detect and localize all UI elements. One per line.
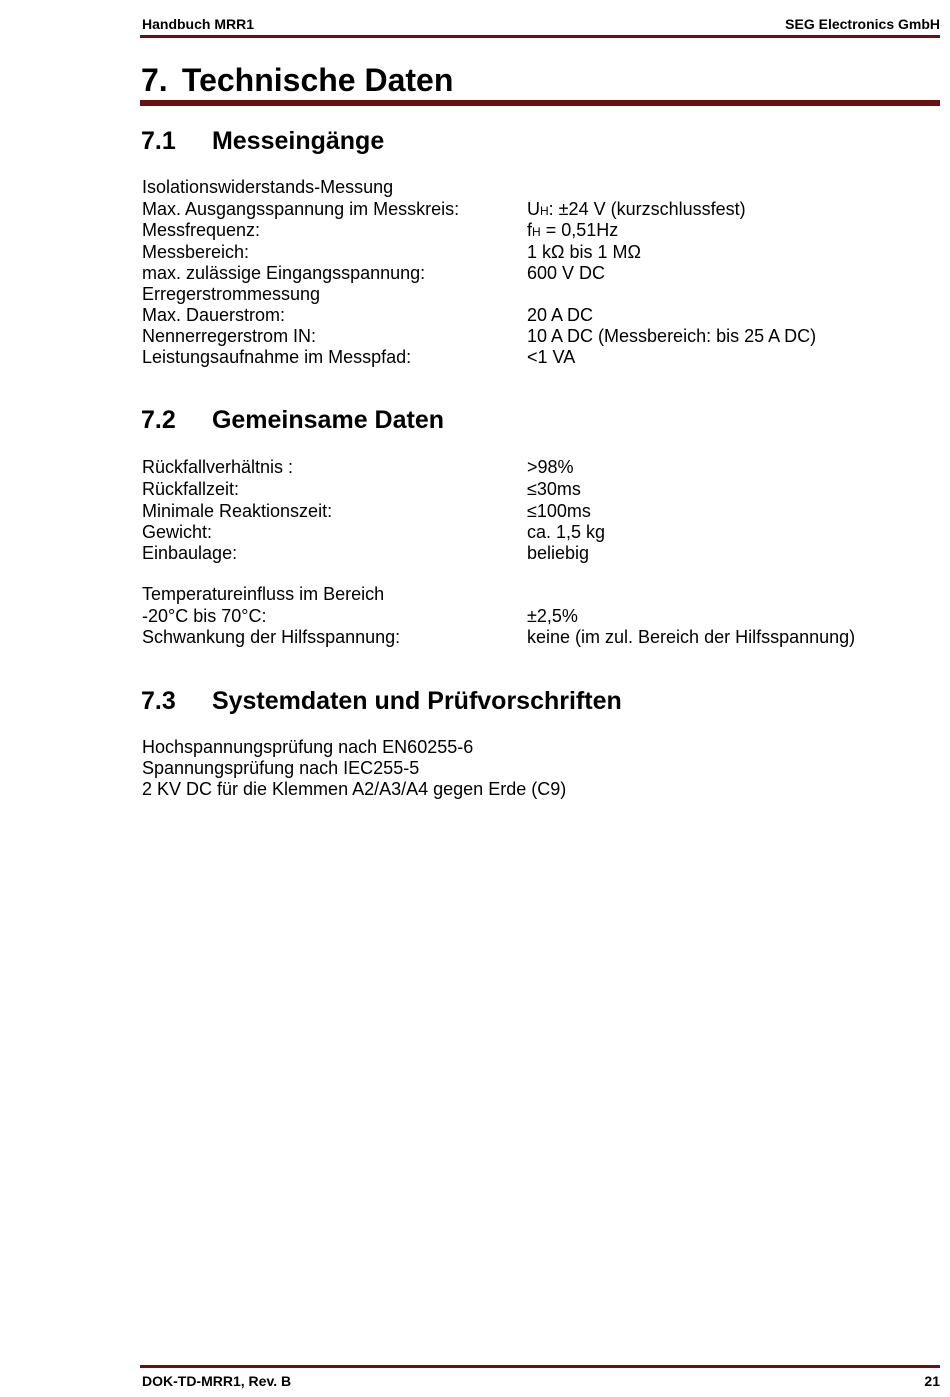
section-heading-7-3 (141, 686, 622, 716)
spec-value: keine (im zul. Bereich der Hilfsspannung) (527, 627, 856, 647)
spec-value: ≤100ms (527, 501, 591, 521)
section-title: Messeingänge (211, 127, 385, 155)
section-heading-7-2 (141, 405, 444, 435)
spec-value (527, 220, 618, 243)
spec-value: <1 VA (527, 347, 576, 367)
value-text: : ±24 V (kurzschlussfest) (548, 199, 746, 219)
spec-value: ±2,5% (527, 606, 578, 626)
spec-label: Schwankung der Hilfsspannung: (142, 627, 401, 647)
footer-page-number: 21 (924, 1373, 940, 1389)
spec-value: ca. 1,5 kg (527, 522, 606, 542)
section-heading-7-1 (141, 126, 384, 156)
spec-value: 10 A DC (Messbereich: bis 25 A DC) (527, 326, 817, 346)
value-text: = 0,51Hz (540, 220, 619, 240)
section-number: 7.2 (141, 406, 176, 434)
text-line: Spannungsprüfung nach IEC255-5 (142, 758, 420, 778)
value-subscript: H (540, 204, 549, 218)
spec-label: Isolationswiderstands-Messung (142, 177, 394, 197)
chapter-title: Technische Daten (181, 62, 454, 98)
text-line: Hochspannungsprüfung nach EN60255-6 (142, 737, 474, 757)
spec-label: Max. Dauerstrom: (142, 305, 286, 325)
spec-label: Messbereich: (142, 242, 250, 262)
chapter-heading (141, 60, 453, 100)
text-line: 2 KV DC für die Klemmen A2/A3/A4 gegen Erde (C9) (142, 779, 567, 799)
spec-value: 20 A DC (527, 305, 594, 325)
header-document-title: Handbuch MRR1 (142, 16, 254, 32)
header-rule (140, 35, 940, 38)
value-subscript: H (532, 225, 541, 239)
spec-label: Max. Ausgangsspannung im Messkreis: (142, 199, 460, 219)
spec-value: 600 V DC (527, 263, 606, 283)
spec-label: Einbaulage: (142, 543, 238, 563)
spec-label: Leistungsaufnahme im Messpfad: (142, 347, 412, 367)
spec-label: Messfrequenz: (142, 220, 261, 240)
spec-value: beliebig (527, 543, 590, 563)
spec-label: Gewicht: (142, 522, 213, 542)
footer-rule (140, 1365, 940, 1368)
value-symbol: f (527, 220, 533, 240)
spec-label: Temperatureinfluss im Bereich (142, 584, 385, 604)
section-number: 7.1 (141, 127, 176, 155)
chapter-rule (140, 100, 940, 106)
spec-value: 1 kΩ bis 1 MΩ (527, 242, 641, 262)
spec-label: Rückfallzeit: (142, 479, 240, 499)
spec-label: Erregerstrommessung (142, 284, 321, 304)
section-title: Gemeinsame Daten (211, 406, 444, 434)
section-number: 7.3 (141, 687, 176, 715)
spec-value (527, 199, 746, 222)
spec-value: ≤30ms (527, 479, 581, 499)
spec-label: Minimale Reaktionszeit: (142, 501, 333, 521)
value-symbol: U (527, 199, 540, 219)
footer-document-id: DOK-TD-MRR1, Rev. B (142, 1373, 292, 1389)
section-title: Systemdaten und Prüfvorschriften (211, 687, 622, 715)
spec-label: -20°C bis 70°C: (142, 606, 267, 626)
spec-label: Rückfallverhältnis : (142, 457, 294, 477)
header-company-name: SEG Electronics GmbH (785, 16, 940, 32)
spec-label: max. zulässige Eingangsspannung: (142, 263, 426, 283)
spec-label: Nennerregerstrom IN: (142, 326, 317, 346)
spec-value: >98% (527, 457, 574, 477)
chapter-number: 7. (141, 62, 168, 98)
